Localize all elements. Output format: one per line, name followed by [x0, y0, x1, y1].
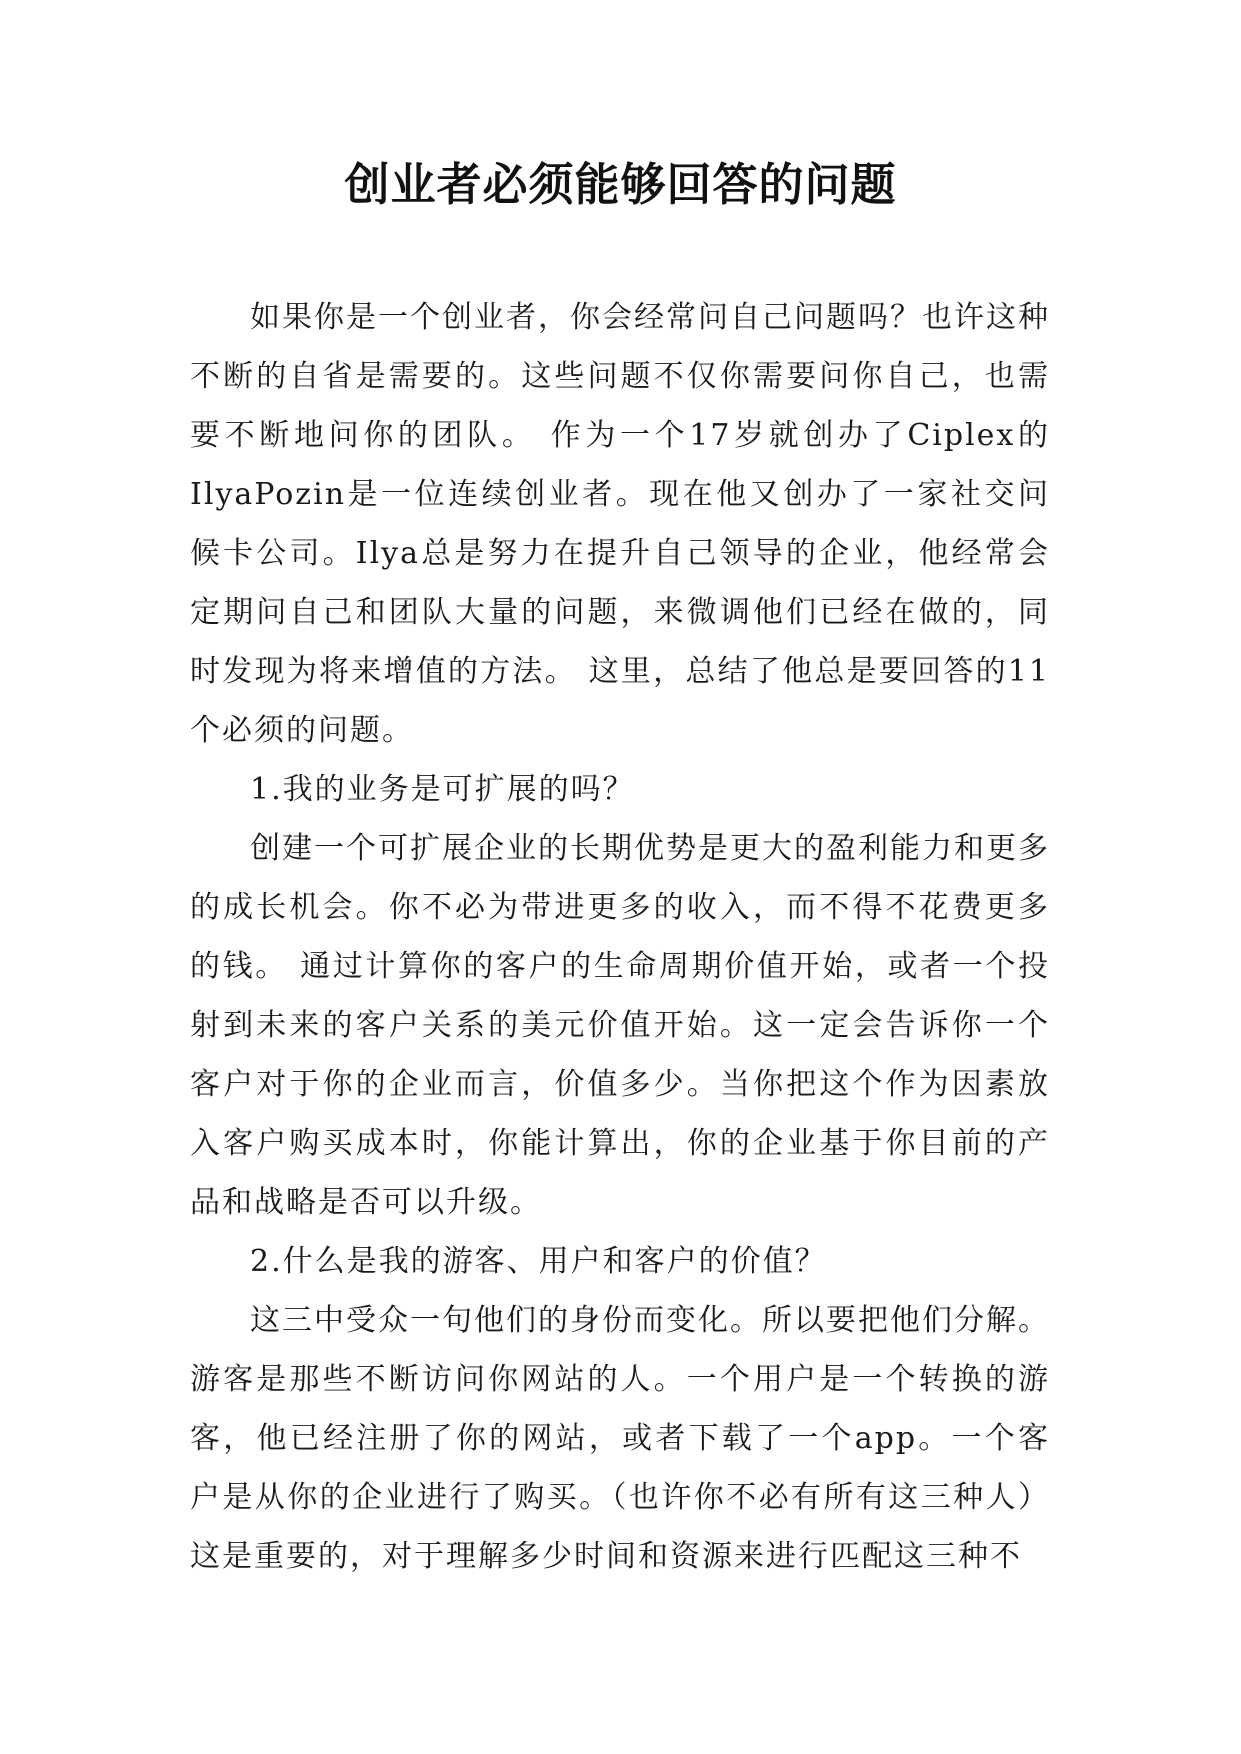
intro-paragraph: 如果你是一个创业者，你会经常问自己问题吗？也许这种不断的自省是需要的。这些问题不仅你需要问你自己，也需要不断地问你的团队。 作为一个17岁就创办了Ciplex的IlyaPozin是一位连续创业者。现在他又创办了一家社交问候卡公司。Ilya总是努力在提升自己领导的企业，他经常会定期问自己和团队大量的问题，来微调他们已经在做的，同时发现为将来增值的方法。 这里，总结了他总是要回答的11个必须的问题。 — [190, 300, 1050, 748]
question-heading-1: 1.我的业务是可扩展的吗？ — [250, 772, 635, 807]
question-heading-2: 2.什么是我的游客、用户和客户的价值？ — [250, 1244, 827, 1279]
answer-paragraph-1: 创建一个可扩展企业的长期优势是更大的盈利能力和更多的成长机会。你不必为带进更多的收入，而不得不花费更多的钱。 通过计算你的客户的生命周期价值开始，或者一个投射到未来的客户关系的美元价值开始。这一定会告诉你一个客户对于你的企业而言，价值多少。当你把这个作为因素放入客户购买成本时，你能计算出，你的企业基于你目前的产品和战略是否可以升级。 — [190, 831, 1050, 1220]
document-title: 创业者必须能够回答的问题 — [344, 158, 897, 211]
answer-paragraph-2: 这三中受众一句他们的身份而变化。所以要把他们分解。游客是那些不断访问你网站的人。一个用户是一个转换的游客，他已经注册了你的网站，或者下载了一个app。一个客户是从你的企业进行了购买。（也许你不必有所有这三种人）这是重要的，对于理解多少时间和资源来进行匹配这三种不 — [190, 1303, 1050, 1574]
document-body — [190, 288, 1050, 1586]
